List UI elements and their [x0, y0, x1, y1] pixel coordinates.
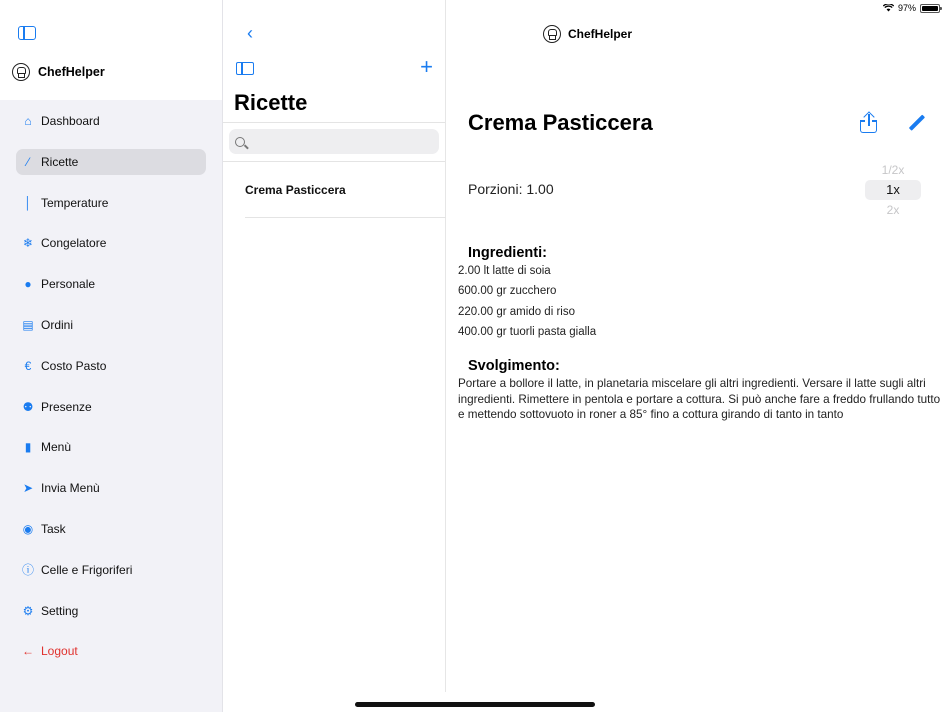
sidebar-item-ricette[interactable]: [16, 149, 206, 175]
sidebar-toggle-icon[interactable]: [18, 26, 36, 40]
thermometer-icon: │: [24, 195, 32, 210]
sidebar-item-men[interactable]: [16, 434, 206, 460]
multiplier-option[interactable]: 1x: [865, 180, 921, 200]
sidebar-header: [0, 0, 222, 100]
recipe-list-item-label: Crema Pasticcera: [245, 182, 346, 197]
ingredient-item: 2.00 lt latte di soia: [458, 265, 551, 277]
ingredients-list: [458, 261, 596, 342]
share-button[interactable]: [859, 112, 879, 134]
info-icon: ⓘ: [21, 563, 34, 578]
sidebar-item-label: Task: [41, 521, 66, 536]
sidebar-item-temperature[interactable]: [16, 190, 206, 216]
sidebar-nav: [0, 100, 222, 664]
sidebar-item-label: Dashboard: [41, 114, 100, 128]
book-icon: ▮: [24, 440, 32, 455]
sidebar-item-label: Ricette: [41, 154, 79, 169]
recipe-title: Crema Pasticcera: [468, 110, 653, 135]
sidebar-item-label: Congelatore: [41, 236, 107, 251]
home-indicator[interactable]: [355, 702, 595, 707]
cart-icon: ▤: [22, 317, 34, 332]
sidebar-item-label: Setting: [41, 603, 79, 618]
sidebar-item-label: Ordini: [41, 317, 74, 332]
whisk-icon: ⁄: [26, 154, 29, 169]
sidebar-item-label: Costo Pasto: [41, 358, 107, 373]
add-recipe-button[interactable]: +: [420, 54, 433, 79]
sidebar-item-setting[interactable]: [16, 598, 206, 624]
back-chevron-icon[interactable]: ‹: [247, 23, 253, 43]
battery-percent: 97%: [897, 3, 916, 13]
procedure-text: Portare a bollore il latte, in planetaria miscelare gli altri ingredienti. Versare il latte sugli altri ingredienti. Rimettere in pentola e portare a cottura. Si può anche fare a freddo frullando tutto e mettendo sottovuoto in roner a 85° fino a cottura girando di tanto in tanto: [458, 377, 941, 421]
euro-icon: €: [24, 358, 32, 373]
ingredient-item: 220.00 gr amido di riso: [458, 305, 575, 318]
ingredient-item: 600.00 gr zucchero: [458, 285, 557, 298]
edit-button[interactable]: [907, 112, 927, 132]
list-title: Ricette: [234, 90, 308, 115]
sidebar-item-label: Invia Menù: [41, 481, 100, 496]
sidebar-item-label: Temperature: [41, 195, 109, 210]
sidebar-item-label: Menù: [41, 440, 72, 455]
sidebar-item-congelatore[interactable]: [16, 230, 206, 256]
search-icon: [235, 137, 245, 147]
divider: [223, 122, 445, 123]
chef-logo-icon: [12, 63, 30, 81]
search-input[interactable]: [253, 136, 433, 148]
detail-nav-brand: [543, 25, 632, 43]
person-icon: ●: [24, 277, 32, 292]
chef-logo-icon: [543, 25, 561, 43]
sidebar-item-task[interactable]: [16, 516, 206, 542]
sidebar-item-celle-e-frigoriferi[interactable]: [16, 557, 206, 583]
multiplier-option[interactable]: 1/2x: [881, 163, 905, 177]
recipe-list-item[interactable]: [245, 162, 446, 218]
ingredient-item: 400.00 gr tuorli pasta gialla: [458, 325, 597, 338]
sidebar-item-label: Presenze: [41, 399, 92, 414]
search-bar[interactable]: [229, 129, 439, 154]
logout-icon: ←: [22, 644, 34, 659]
portions-label: Porzioni: 1.00: [468, 181, 554, 197]
gear-icon: ⚙: [22, 603, 34, 618]
sidebar-item-costo-pasto[interactable]: [16, 353, 206, 379]
sidebar-item-label: Logout: [41, 644, 78, 659]
sidebar-item-dashboard[interactable]: [16, 108, 206, 134]
sidebar-item-label: Personale: [41, 277, 96, 292]
detail-app-name: ChefHelper: [568, 27, 633, 41]
sidebar-item-label: Celle e Frigoriferi: [41, 562, 133, 577]
recipe-detail: [447, 0, 950, 712]
multiplier-option[interactable]: 2x: [886, 203, 900, 217]
paperplane-icon: ➤: [22, 481, 34, 496]
people-icon: ⚉: [22, 399, 34, 414]
app-brand: [12, 63, 105, 81]
sidebar: [0, 0, 223, 712]
list-sidebar-toggle-icon[interactable]: [236, 62, 254, 75]
snowflake-icon: ❄: [22, 236, 34, 251]
ingredients-heading: Ingredienti:: [468, 245, 547, 261]
sidebar-item-ordini[interactable]: [16, 312, 206, 338]
procedure-heading: Svolgimento:: [468, 358, 560, 374]
sidebar-item-logout[interactable]: [16, 638, 206, 664]
sidebar-item-personale[interactable]: [16, 271, 206, 297]
recipe-list-column: [223, 0, 446, 692]
portion-multiplier-picker[interactable]: [865, 160, 921, 220]
pencil-icon: [909, 115, 925, 131]
sidebar-item-invia-men[interactable]: [16, 475, 206, 501]
app-name: ChefHelper: [38, 65, 105, 79]
circle-icon: ◉: [22, 521, 34, 536]
sidebar-item-presenze[interactable]: [16, 394, 206, 420]
house-icon: ⌂: [24, 114, 32, 128]
